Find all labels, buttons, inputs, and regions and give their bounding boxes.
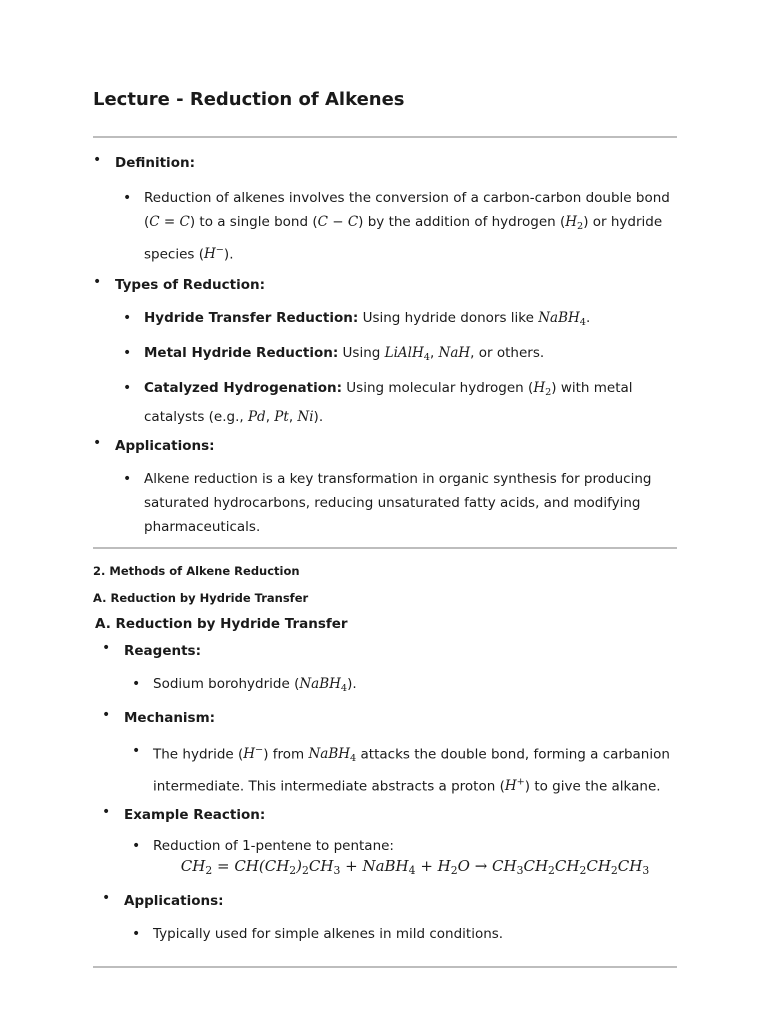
section-heading: 2. Methods of Alkene Reduction <box>93 563 300 578</box>
divider <box>93 547 677 549</box>
example-text: • Reduction of 1-pentene to pentane: $CH_2 = CH(CH_2)_2CH_3$ + NaBH$_4$ + $H_2O \to CH_3CH_2CH_2CH_2CH_3$ <box>124 836 677 881</box>
definition-text: • Reduction of alkenes involves the conversion of a carbon-carbon double bond (C = C) to a single bond (C − C) by the addition of hydrogen $(H_2)$ or hydride species (H−). <box>115 186 677 266</box>
applications2-heading: • Applications: <box>124 892 224 909</box>
page-title: Lecture - Reduction of Alkenes <box>93 89 405 110</box>
math-h2: $H_2$ <box>565 214 584 232</box>
definition-item <box>93 152 677 266</box>
divider <box>93 966 677 968</box>
math-nah: NaH <box>438 345 471 362</box>
subsection-heading-small: A. Reduction by Hydride Transfer <box>93 590 309 605</box>
applications-item <box>93 435 677 539</box>
math-ni: Ni <box>297 408 314 425</box>
math-pd: Pd <box>247 408 266 425</box>
methods-list <box>102 640 677 946</box>
mechanism-heading: • Mechanism: <box>124 709 216 726</box>
reagents-heading: • Reagents: <box>124 642 201 659</box>
applications-heading: • Applications: <box>115 437 215 454</box>
reagents-item <box>102 640 677 701</box>
applications-text: • Alkene reduction is a key transformation in organic synthesis for producing saturated hydrocarbons, reducing unsaturated fatty acids, and modifying pharmaceuticals. <box>115 467 677 539</box>
math-c-single-c: C − C <box>317 214 359 230</box>
hydride-transfer-item: • Hydride Transfer Reduction: Using hydride donors like NaBH$_4$. <box>115 306 677 335</box>
document <box>93 88 677 968</box>
mechanism-item <box>102 707 677 799</box>
math-h-plus: H+ <box>504 777 525 795</box>
subsection-heading: A. Reduction by Hydride Transfer <box>95 615 348 632</box>
types-item <box>93 274 677 429</box>
math-h-minus: H− <box>203 244 224 263</box>
catalyzed-item: • Catalyzed Hydrogenation: Using molecular hydrogen $(H_2)$ with metal catalysts (e.g., Pd, Pt, Ni). <box>115 376 677 429</box>
metal-hydride-item: • Metal Hydride Reduction: Using LiAlH$_4$, NaH, or others. <box>115 341 677 370</box>
definition-heading: • Definition: <box>115 155 195 171</box>
applications2-item <box>102 890 677 946</box>
overview-list <box>93 152 677 539</box>
math-nabh4: NaBH$_4$ <box>538 310 586 329</box>
math-pt: Pt <box>274 408 289 425</box>
math-lialh4: LiAlH$_4$ <box>384 345 430 364</box>
divider <box>93 136 677 138</box>
reagents-text: • Sodium borohydride (NaBH$_4$). <box>124 672 677 701</box>
math-c-double-c: C = C <box>149 214 190 230</box>
applications2-text: • Typically used for simple alkenes in mild conditions. <box>124 922 677 946</box>
types-heading: • Types of Reduction: <box>115 277 266 294</box>
example-heading: • Example Reaction: <box>124 807 266 824</box>
example-item <box>102 804 677 881</box>
reaction-equation: $CH_2 = CH(CH_2)_2CH_3$ + NaBH$_4$ + $H_2O \to CH_3CH_2CH_2CH_2CH_3$ <box>180 857 650 878</box>
mechanism-text: • The hydride (H−) from NaBH$_4$ attacks the double bond, forming a carbanion intermediate. This intermediate abstracts a proton (H+) to give the alkane. <box>124 739 677 799</box>
